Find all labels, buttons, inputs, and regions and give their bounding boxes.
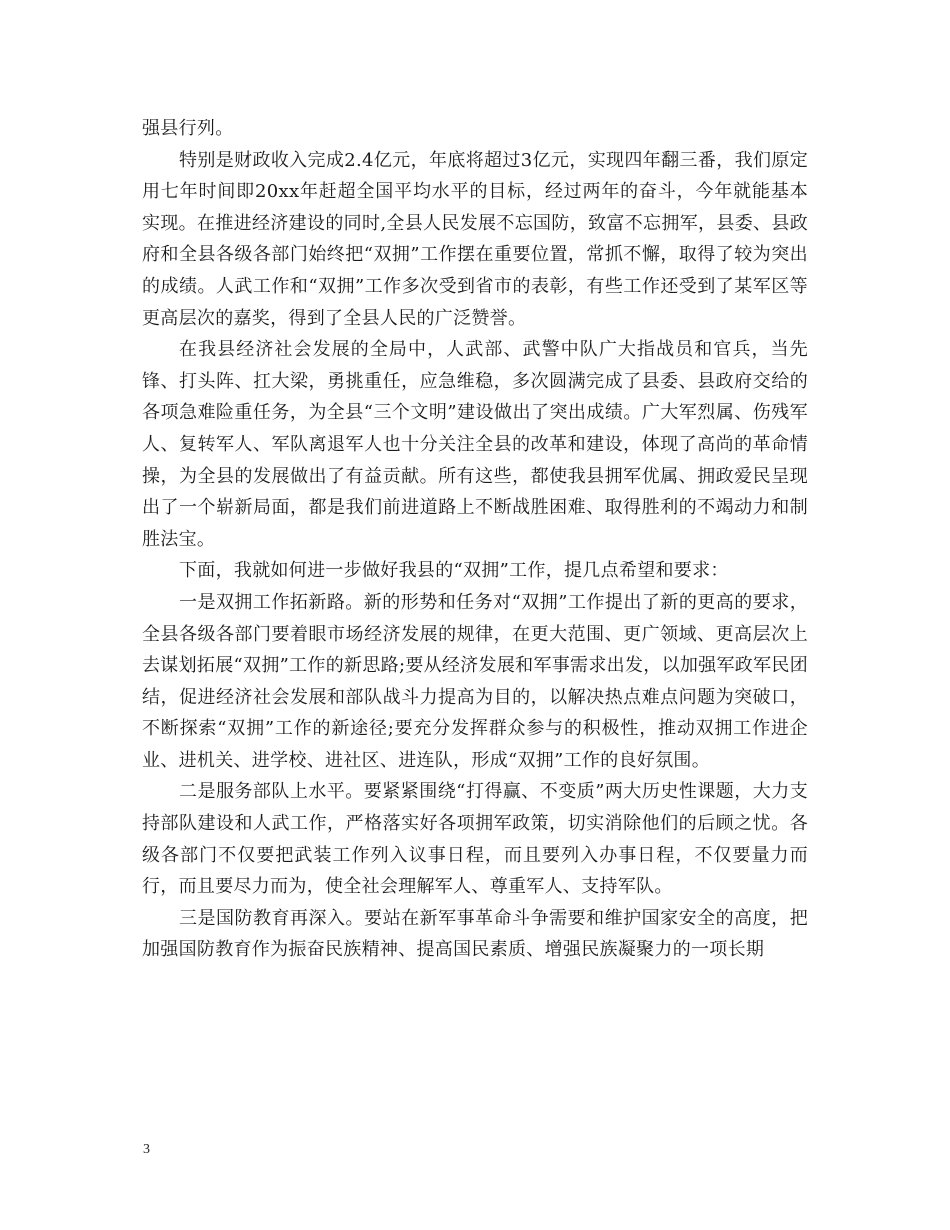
paragraph-point-two: 二是服务部队上水平。要紧紧围绕“打得赢、不变质”两大历史性课题，大力支持部队建设和人武工作，严格落实好各项拥军政策，切实消除他们的后顾之忧。各级各部门不仅要把武装工作列入议事日程，而且要列入办事日程，不仅要量力而行，而且要尽力而为，使全社会理解军人、尊重军人、支持军队。	[142, 781, 808, 898]
paragraph-point-one: 一是双拥工作拓新路。新的形势和任务对“双拥”工作提出了新的更高的要求，全县各级各部门要着眼市场经济发展的规律，在更大范围、更广领域、更高层次上去谋划拓展“双拥”工作的新思路;要从经济发展和军事需求出发，以加强军政军民团结，促进经济社会发展和部队战斗力提高为目的，以解决热点难点问题为突破口，不断探索“双拥”工作的新途径;要充分发挥群众参与的积极性，推动双拥工作进企业、进机关、进学校、进社区、进连队，形成“双拥”工作的良好氛围。	[142, 591, 808, 771]
paragraph-armed-forces-contribution: 在我县经济社会发展的全局中，人武部、武警中队广大指战员和官兵，当先锋、打头阵、扛大梁，勇挑重任，应急维稳，多次圆满完成了县委、县政府交给的各项急难险重任务，为全县“三个文明”建设做出了突出成绩。广大军烈属、伤残军人、复转军人、军队离退军人也十分关注全县的改革和建设，体现了高尚的革命情操，为全县的发展做出了有益贡献。所有这些，都使我县拥军优属、拥政爱民呈现出了一个崭新局面，都是我们前进道路上不断战胜困难、取得胜利的不竭动力和制胜法宝。	[142, 339, 808, 550]
paragraph-requirements-intro: 下面，我就如何进一步做好我县的“双拥”工作，提几点希望和要求：	[179, 560, 729, 582]
paragraph-fiscal-revenue: 特别是财政收入完成2.4亿元，年底将超过3亿元，实现四年翻三番，我们原定用七年时间即20xx年赶超全国平均水平的目标，经过两年的奋斗，今年就能基本实现。在推进经济建设的同时,全县人民发展不忘国防，致富不忘拥军，县委、县政府和全县各级各部门始终把“双拥”工作摆在重要位置，常抓不懈，取得了较为突出的成绩。人武工作和“双拥”工作多次受到省市的表彰，有些工作还受到了某军区等更高层次的嘉奖，得到了全县人民的广泛赞誉。	[142, 149, 808, 329]
paragraph-point-three: 三是国防教育再深入。要站在新军事革命斗争需要和维护国家安全的高度，把加强国防教育作为振奋民族精神、提高国民素质、增强民族凝聚力的一项长期	[142, 907, 808, 961]
page-number: 3	[143, 1142, 150, 1157]
body-text	[142, 113, 808, 966]
paragraph-continuation: 强县行列。	[142, 118, 234, 139]
